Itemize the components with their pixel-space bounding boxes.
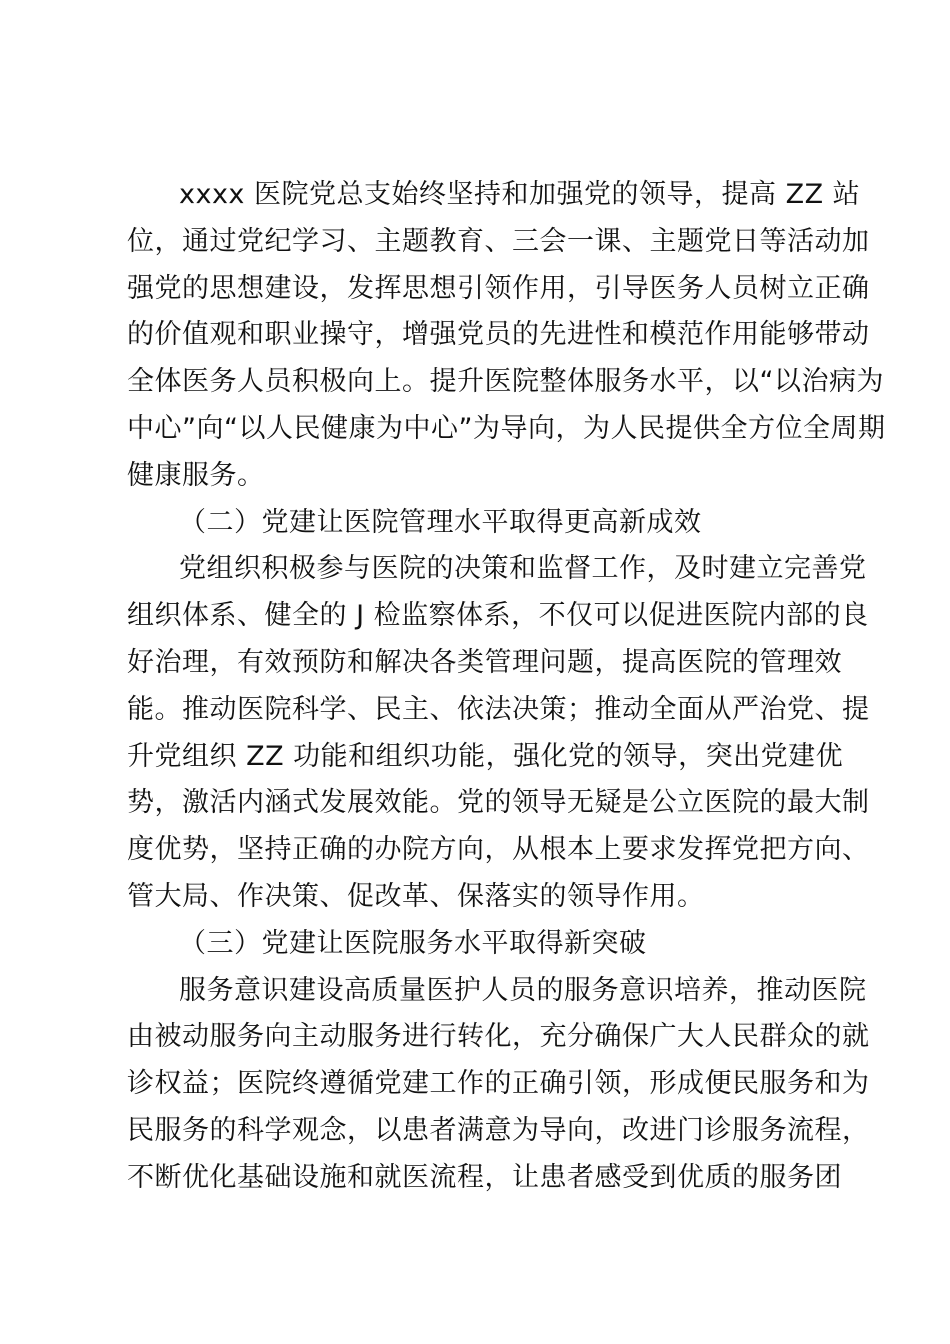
document-body	[127, 172, 886, 1202]
text-line: 的价值观和职业操守，增强党员的先进性和模范作用能够带动	[127, 319, 870, 351]
text-line: 党组织积极参与医院的决策和监督工作，及时建立完善党	[179, 553, 867, 585]
text-line: 全体医务人员积极向上。提升医院整体服务水平，以“以治病为	[127, 366, 884, 398]
paragraph-service	[127, 968, 870, 1202]
text-line: 健康服务。	[127, 459, 265, 491]
paragraph-intro	[127, 172, 886, 500]
text-line: 管大局、作决策、促改革、保落实的领导作用。	[127, 880, 705, 912]
text-line: 强党的思想建设，发挥思想引领作用，引导医务人员树立正确	[127, 272, 870, 304]
text-line: 度优势，坚持正确的办院方向，从根本上要求发挥党把方向、	[127, 834, 870, 866]
text-line: 位，通过党纪学习、主题教育、三会一课、主题党日等活动加	[127, 225, 870, 257]
text-line: 势，激活内涵式发展效能。党的领导无疑是公立医院的最大制	[127, 787, 870, 819]
text-line: 服务意识建设高质量医护人员的服务意识培养，推动医院	[179, 974, 867, 1006]
text-line: 民服务的科学观念，以患者满意为导向，改进门诊服务流程，	[127, 1114, 870, 1146]
text-line: 组织体系、健全的 J 检监察体系，不仅可以促进医院内部的良	[127, 600, 869, 632]
section-heading-2: （二）党建让医院管理水平取得更高新成效	[179, 506, 702, 538]
text-line: 诊权益；医院终遵循党建工作的正确引领，形成便民服务和为	[127, 1068, 870, 1100]
text-line: 中心”向“以人民健康为中心”为导向，为人民提供全方位全周期	[127, 412, 886, 444]
text-line: 好治理，有效预防和解决各类管理问题，提高医院的管理效	[127, 646, 842, 678]
paragraph-management	[127, 546, 870, 920]
text-line: 不断优化基础设施和就医流程，让患者感受到优质的服务团	[127, 1161, 842, 1193]
text-line: 升党组织 ZZ 功能和组织功能，强化党的领导，突出党建优	[127, 740, 844, 772]
section-heading-3: （三）党建让医院服务水平取得新突破	[179, 927, 647, 959]
text-line: xxxx 医院党总支始终坚持和加强党的领导，提高 ZZ 站	[179, 179, 861, 210]
text-line: 能。推动医院科学、民主、依法决策；推动全面从严治党、提	[127, 693, 870, 725]
text-line: 由被动服务向主动服务进行转化，充分确保广大人民群众的就	[127, 1021, 870, 1053]
